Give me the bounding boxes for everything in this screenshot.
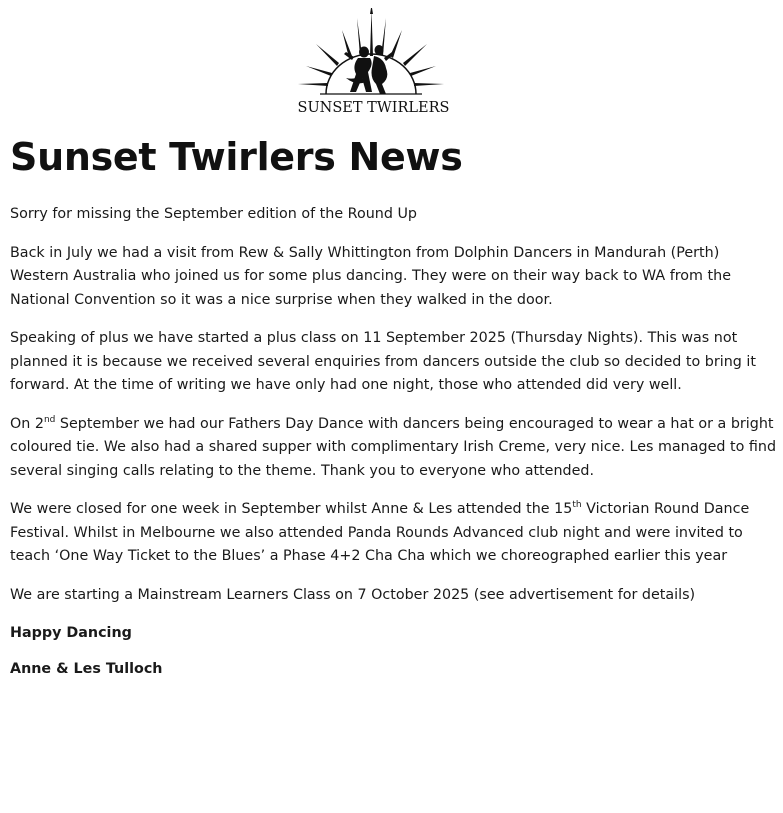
article-body [10,203,778,696]
club-logo [286,8,461,120]
ordinal-suffix: nd [43,414,56,425]
sunset-dancers-logo-icon [286,8,461,100]
paragraph-fathers-day [10,413,778,484]
page-title: Sunset Twirlers News [10,135,463,179]
signature: Anne & Les Tulloch [10,660,163,677]
festival-text-start: We were closed for one week in September whilst Anne & Les attended the 15 [10,501,573,517]
festival-text-end: Victorian Round Dance Festival. Whilst in Melbourne we also attended Panda Rounds Advanced club night and were invited to teach ‘One Way Ticket to the Blues’ a Phase 4+2 Cha Cha which we choreographed earlier this year [10,501,750,564]
fathers-day-text-start: On 2 [10,415,44,432]
paragraph-festival [10,498,778,569]
paragraph-visit: Back in July we had a visit from Rew & Sally Whittington from Dolphin Dancers in Mandurah (Perth) Western Australia who joined us for some plus dancing. They were on their way back to WA from the National Convention so it was a nice surprise when they walked in the door. [10,244,731,308]
paragraph-learners-class: We are starting a Mainstream Learners Class on 7 October 2025 (see advertisement for details) [10,586,696,603]
logo-caption: SUNSET TWIRLERS [297,100,450,116]
closing-line: Happy Dancing [10,625,132,641]
fathers-day-text-end: September we had our Fathers Day Dance with dancers being encouraged to wear a hat or a bright coloured tie. We also had a shared supper with complimentary Irish Creme, very nice. Les managed to find several singing calls relating to the theme. Thank you to everyone who attended. [10,415,777,479]
ordinal-suffix: th [572,500,582,511]
paragraph-apology: Sorry for missing the September edition of the Round Up [10,206,417,222]
paragraph-plus-class: Speaking of plus we have started a plus class on 11 September 2025 (Thursday Nights). This was not planned it is because we received several enquiries from dancers outside the club so decided to bring it forward. At the time of writing we have only had one night, those who attended did very well. [10,330,756,393]
